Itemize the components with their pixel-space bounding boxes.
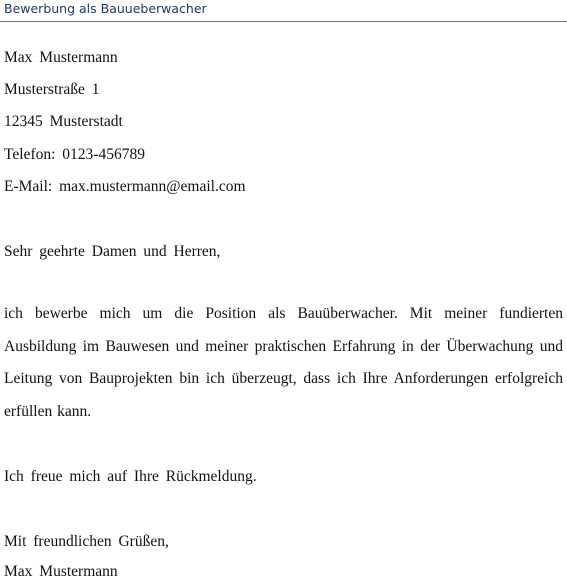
document-title: Bewerbung als Bauueberwacher bbox=[4, 1, 207, 16]
sender-email: E-Mail: max.mustermann@email.com bbox=[4, 178, 246, 195]
document-header bbox=[0, 0, 567, 22]
sender-name: Max Mustermann bbox=[4, 49, 118, 66]
regards-line: Mit freundlichen Grüßen, bbox=[4, 533, 169, 550]
closing-sentence: Ich freue mich auf Ihre Rückmeldung. bbox=[4, 468, 257, 485]
salutation: Sehr geehrte Damen und Herren, bbox=[4, 243, 221, 260]
sender-phone: Telefon: 0123-456789 bbox=[4, 146, 145, 163]
letter-body-paragraph: ich bewerbe mich um die Position als Bauüberwacher. Mit meiner fundierten Ausbildung im Bauwesen und meiner praktischen Erfahrung in der Überwachung und Leitung von Bauprojekten bin ich überzeugt, dass ich Ihre Anforderungen erfolgreich erfüllen kann. bbox=[4, 305, 563, 421]
sender-street: Musterstraße 1 bbox=[4, 81, 100, 98]
sender-city: 12345 Musterstadt bbox=[4, 113, 123, 130]
signature-name: Max Mustermann bbox=[4, 563, 118, 580]
